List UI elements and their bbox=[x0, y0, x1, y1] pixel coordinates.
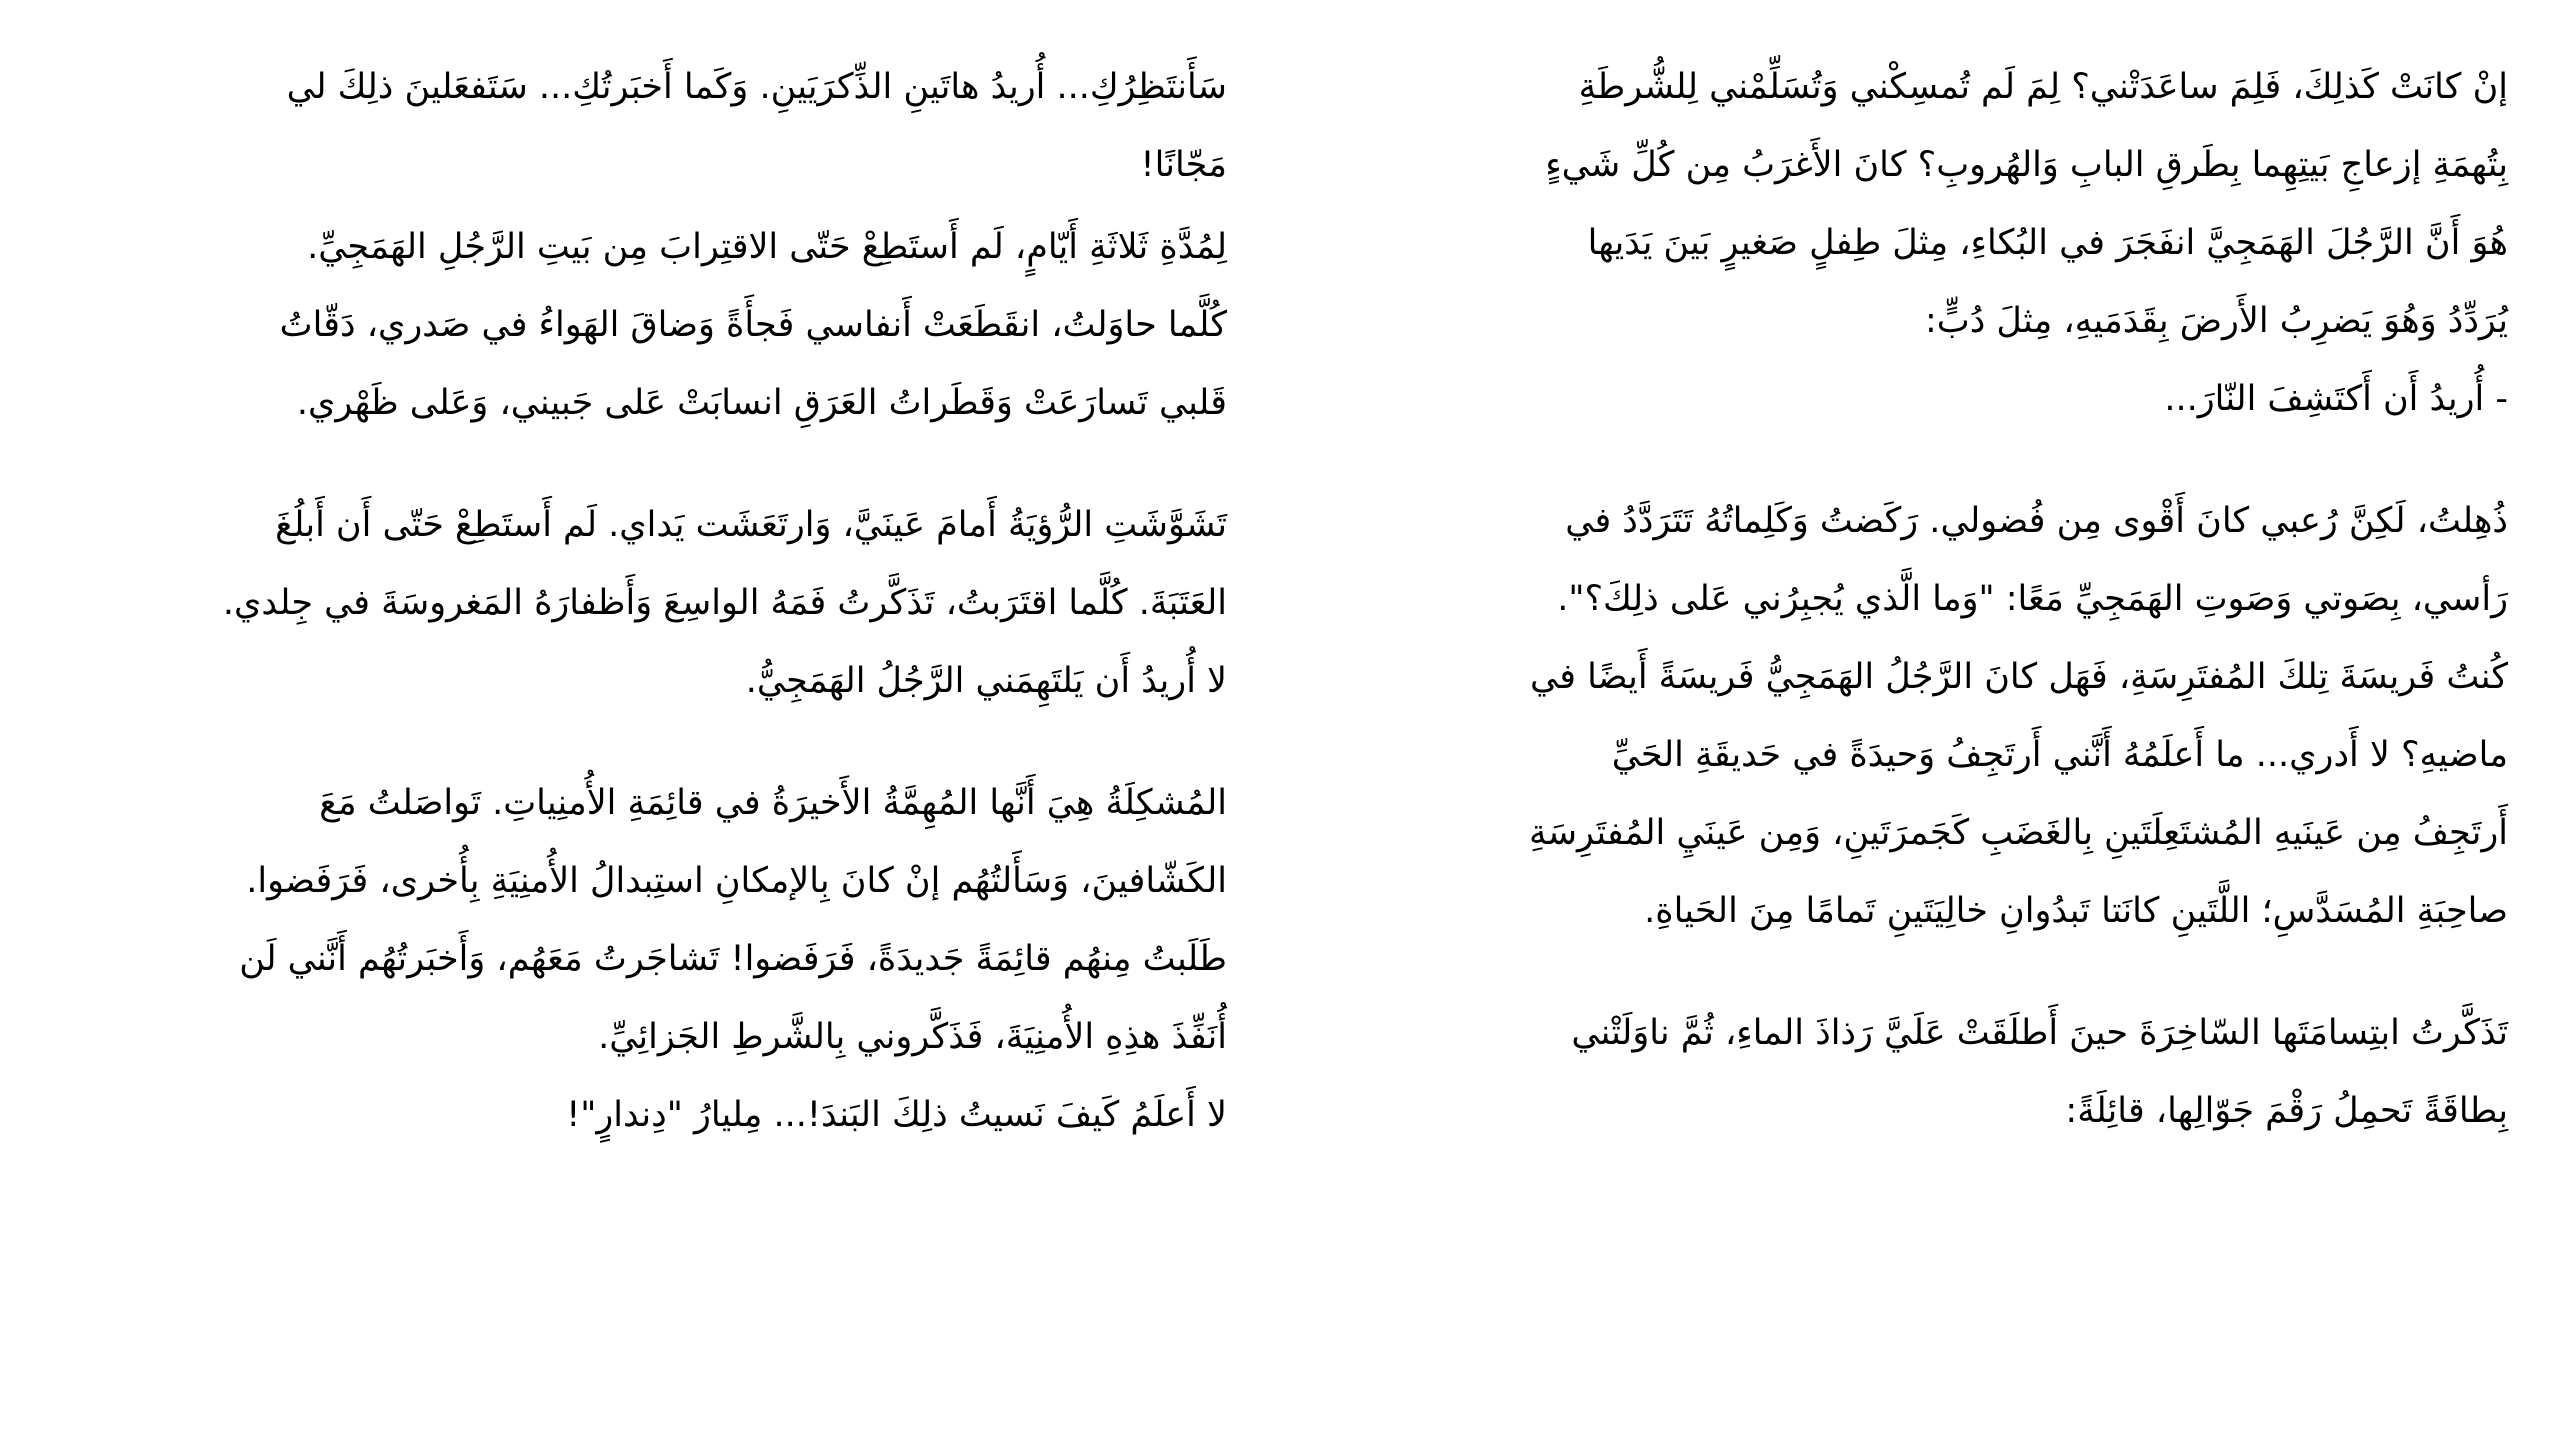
paragraph bbox=[52, 208, 1227, 442]
text-line: بِتُهمَةِ إزعاجِ بَيتِهِما بِطَرقِ البابِ وَالهُروبِ؟ كانَ الأَغرَبُ مِن كُلِّ شَيءٍ bbox=[1545, 145, 2508, 185]
text-line: الكَشّافينَ، وَسَأَلتُهُم إنْ كانَ بِالإمكانِ استِبدالُ الأُمنِيَةِ بِأُخرى، فَرَفَضوا. bbox=[246, 861, 1227, 901]
text-line: تَذَكَّرتُ ابتِسامَتَها السّاخِرَةَ حينَ أَطلَقَتْ عَلَيَّ رَذاذَ الماءِ، ثُمَّ ناوَلَتْني bbox=[1571, 1013, 2508, 1053]
paragraph bbox=[52, 48, 1227, 204]
paragraph bbox=[52, 1076, 1227, 1154]
text-line: ماضيهِ؟ لا أَدري... ما أَعلَمُهُ أَنَّني أَرتَجِفُ وَحيدَةً في حَديقَةِ الحَيِّ bbox=[1611, 735, 2508, 775]
text-line: ذُهِلتُ، لَكِنَّ رُعبي كانَ أَقْوى مِن فُضولي. رَكَضتُ وَكَلِماتُهُ تَتَرَدَّدُ في bbox=[1565, 501, 2508, 541]
text-line: سَأَنتَظِرُكِ... أُريدُ هاتَينِ الذِّكرَيَينِ. وَكَما أَخبَرتُكِ... سَتَفعَلينَ ذلِكَ لي bbox=[286, 67, 1227, 107]
paragraph bbox=[1283, 994, 2508, 1150]
text-line: هُوَ أَنَّ الرَّجُلَ الهَمَجِيَّ انفَجَرَ في البُكاءِ، مِثلَ طِفلٍ صَغيرٍ بَينَ يَدَيها bbox=[1587, 223, 2508, 263]
text-line: أُنَفِّذَ هذِهِ الأُمنِيَةَ، فَذَكَّروني بِالشَّرطِ الجَزائِيِّ. bbox=[598, 1017, 1227, 1057]
text-line: صاحِبَةِ المُسَدَّسِ؛ اللَّتَينِ كانَتا تَبدُوانِ خالِيَتَينِ تَمامًا مِنَ الحَياةِ. bbox=[1644, 891, 2508, 931]
text-line: طَلَبتُ مِنهُم قائِمَةً جَديدَةً، فَرَفَضوا! تَشاجَرتُ مَعَهُم، وَأَخبَرتُهُم أَنَّني لَن bbox=[239, 939, 1227, 979]
text-line: المُشكِلَةُ هِيَ أَنَّها المُهِمَّةُ الأَخيرَةُ في قائِمَةِ الأُمنِياتِ. تَواصَلتُ مَعَ bbox=[319, 783, 1227, 823]
paragraph bbox=[52, 764, 1227, 1076]
paragraph bbox=[1283, 48, 2508, 438]
text-line: لِمُدَّةِ ثَلاثَةِ أَيّامٍ، لَم أَستَطِعْ حَتّى الاقتِرابَ مِن بَيتِ الرَّجُلِ الهَمَجِيِّ. bbox=[307, 227, 1227, 267]
paragraph bbox=[52, 642, 1227, 720]
text-line: تَشَوَّشَتِ الرُّؤيَةُ أَمامَ عَينَيَّ، وَارتَعَشَت يَداي. لَم أَستَطِعْ حَتّى أَن أَبلُغَ bbox=[275, 505, 1227, 545]
text-line: أَرتَجِفُ مِن عَينَيهِ المُشتَعِلَتَينِ بِالغَضَبِ كَجَمرَتَينِ، وَمِن عَينَيِ المُفتَرِسَةِ bbox=[1528, 813, 2508, 853]
text-line: كُلَّما حاوَلتُ، انقَطَعَتْ أَنفاسي فَجأَةً وَضاقَ الهَواءُ في صَدري، دَقّاتُ bbox=[279, 305, 1227, 345]
text-line: لا أَعلَمُ كَيفَ نَسيتُ ذلِكَ البَندَ!... مِليارُ "دِندارٍ"! bbox=[566, 1095, 1227, 1135]
text-line: مَجّانًا! bbox=[1140, 145, 1227, 185]
paragraph bbox=[1283, 482, 2508, 638]
paragraph bbox=[52, 486, 1227, 642]
text-line: قَلبي تَسارَعَتْ وَقَطَراتُ العَرَقِ انسابَتْ عَلى جَبيني، وَعَلى ظَهْري. bbox=[296, 383, 1227, 423]
left-page-column bbox=[52, 48, 1227, 1410]
text-line: كُنتُ فَريسَةَ تِلكَ المُفتَرِسَةِ، فَهَل كانَ الرَّجُلُ الهَمَجِيُّ فَريسَةً أَيضًا في bbox=[1530, 657, 2508, 697]
text-line: لا أُريدُ أَن يَلتَهِمَني الرَّجُلُ الهَمَجِيُّ. bbox=[745, 661, 1227, 701]
right-page-column bbox=[1283, 48, 2508, 1410]
text-line: رَأسي، بِصَوتي وَصَوتِ الهَمَجِيِّ مَعًا: "وَما الَّذي يُجبِرُني عَلى ذلِكَ؟". bbox=[1557, 579, 2508, 619]
text-line: بِطاقَةً تَحمِلُ رَقْمَ جَوّالِها، قائِلَةً: bbox=[2065, 1091, 2508, 1131]
text-line: يُرَدِّدُ وَهُوَ يَضرِبُ الأَرضَ بِقَدَمَيهِ، مِثلَ دُبٍّ: bbox=[1924, 301, 2508, 341]
paragraph bbox=[1283, 638, 2508, 950]
text-line: إنْ كانَتْ كَذلِكَ، فَلِمَ ساعَدَتْني؟ لِمَ لَم تُمسِكْني وَتُسَلِّمْني لِلشُّرطَةِ bbox=[1578, 67, 2508, 107]
text-line: العَتَبَةَ. كُلَّما اقتَرَبتُ، تَذَكَّرتُ فَمَهُ الواسِعَ وَأَظفارَهُ المَغروسَةَ في جِلدي. bbox=[222, 583, 1227, 623]
text-line: - أُريدُ أَن أَكتَشِفَ النّارَ... bbox=[2164, 379, 2508, 419]
